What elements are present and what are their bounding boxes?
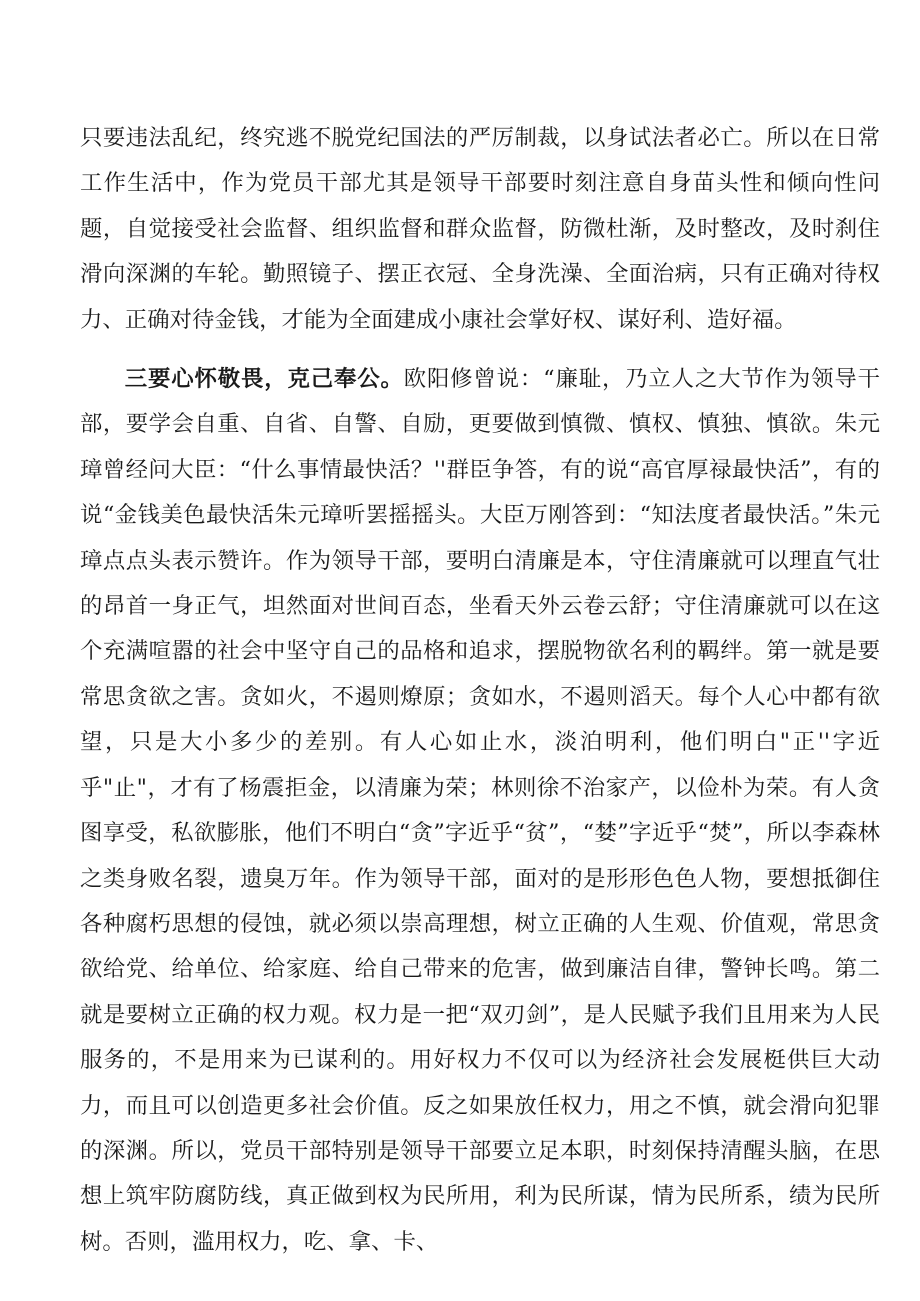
section-heading: 三要心怀敬畏，克己奉公。 [124,366,404,393]
paragraph-continuation [80,116,880,343]
paragraph-text: 只要违法乱纪，终究逃不脱党纪国法的严厉制裁，以身试法者必亡。所以在日常工作生活中，作为党员干部尤其是领导干部要时刻注意自身苗头性和倾向性问题，自觉接受社会监督、组织监督和群众监督，防微杜渐，及时整改，及时刹住滑向深渊的车轮。勤照镜子、摆正衣冠、全身洗澡、全面治病，只有正确对待权力、正确对待金钱，才能为全面建成小康社会掌好权、谋好利、造好福。 [80,125,880,333]
paragraph-section-three [80,357,880,1265]
paragraph-text: 欧阳修曾说：“廉耻，乃立人之大节作为领导干部，要学会自重、自省、自警、自励，更要做到慎微、慎权、慎独、慎欲。朱元璋曾经问大臣：“什么事情最快活？''群臣争答，有的说“高官厚禄最快活”，有的说“金钱美色最快活朱元璋听罢摇摇头。大臣万刚答到：“知法度者最快活。”朱元璋点点头表示赞许。作为领导干部，要明白清廉是本，守住清廉就可以理直气壮的昂首一身正气，坦然面对世间百态，坐看天外云卷云舒；守住清廉就可以在这个充满喧嚣的社会中坚守自己的品格和追求，摆脱物欲名利的羁绊。第一就是要常思贪欲之害。贪如火，不遏则燎原；贪如水，不遏则滔天。每个人心中都有欲望，只是大小多少的差别。有人心如止水，淡泊明利，他们明白"正''字近乎"止"，才有了杨震拒金，以清廉为荣；林则徐不治家产，以俭朴为荣。有人贪图享受，私欲膨胀，他们不明白“贪”字近乎“贫”，“婪”字近乎“焚”，所以李森林之类身败名裂，遗臭万年。作为领导干部，面对的是形形色色人物，要想抵御住各种腐朽思想的侵蚀，就必须以崇高理想，树立正确的人生观、价值观，常思贪欲给党、给单位、给家庭、给自己带来的危害，做到廉洁自律，警钟长鸣。第二就是要树立正确的权力观。权力是一把“双刃剑”，是人民赋予我们且用来为人民服务的，不是用来为已谋利的。用好权力不仅可以为经济社会发展梃供巨大动力，而且可以创造更多社会价值。反之如果放任权力，用之不慎，就会滑向犯罪的深渊。所以，党员干部特别是领导干部要立足本职，时刻保持清醒头脑，在思想上筑牢防腐防线，真正做到权为民所用，利为民所谋，情为民所系，绩为民所树。否则，滥用权力，吃、拿、卡、 [80,366,880,1255]
document-body [80,116,880,1265]
